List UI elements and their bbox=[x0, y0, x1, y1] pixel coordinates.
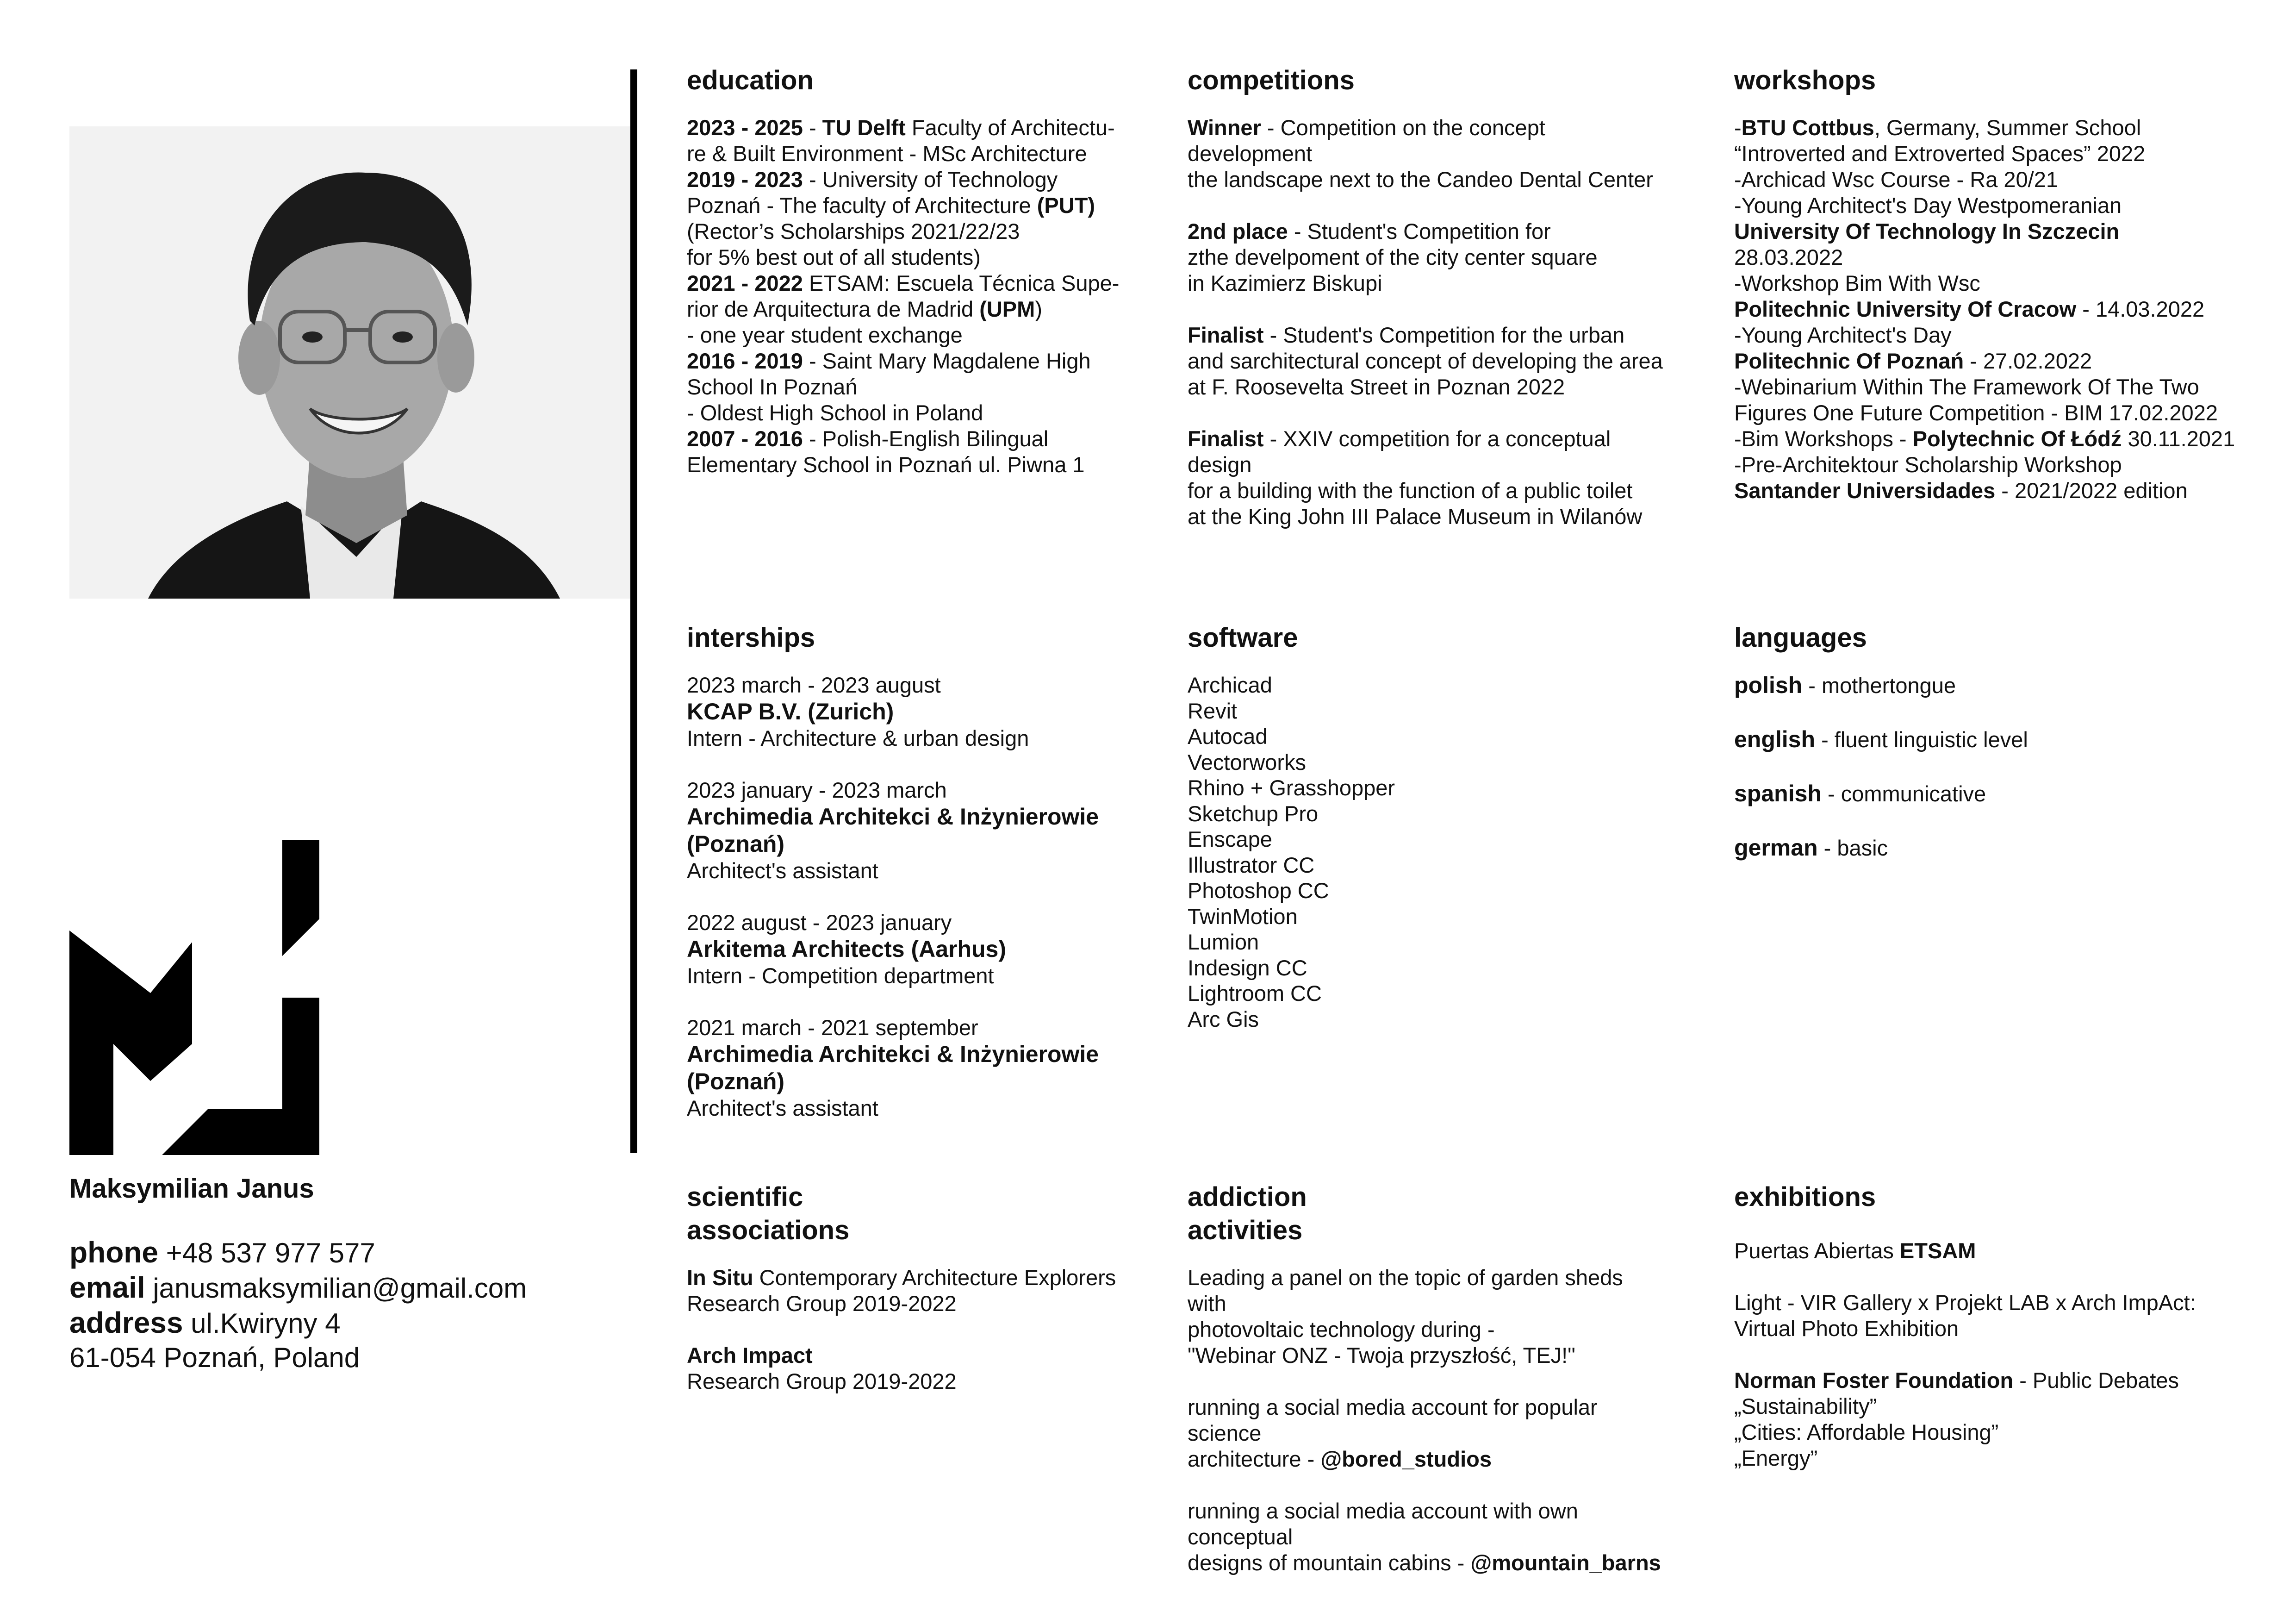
competition-text: - Student's Competition for zthe develpoment of the city center square in Kazimierz Biskupi bbox=[1188, 219, 1598, 295]
education-entry bbox=[687, 426, 1164, 478]
mj-monogram-icon bbox=[69, 840, 319, 1155]
competition-title: Finalist bbox=[1188, 426, 1264, 451]
software-item: Indesign CC bbox=[1188, 955, 1307, 980]
software-item: Revit bbox=[1188, 698, 1238, 723]
phone-label: phone bbox=[69, 1236, 158, 1269]
software-item: Photoshop CC bbox=[1188, 878, 1329, 903]
workshop-line bbox=[1734, 348, 2280, 374]
scientific-text: Contemporary Architecture Explorers Research Group 2019-2022 bbox=[687, 1265, 1116, 1316]
intership-company: KCAP B.V. (Zurich) bbox=[687, 699, 894, 725]
competition-title: Winner bbox=[1188, 115, 1261, 140]
email-line bbox=[69, 1270, 527, 1305]
education-years: 2016 - 2019 bbox=[687, 349, 803, 373]
software-item: Archicad bbox=[1188, 673, 1272, 697]
education-years: 2019 - 2023 bbox=[687, 167, 803, 192]
intership-company: Archimedia Architekci & Inżynierowie (Poznań) bbox=[687, 1041, 1099, 1094]
portrait-illustration bbox=[69, 126, 630, 599]
intership-entry bbox=[687, 777, 1164, 884]
software-item: Illustrator CC bbox=[1188, 852, 1315, 877]
software-item: TwinMotion bbox=[1188, 904, 1298, 929]
software-list bbox=[1188, 672, 1664, 1032]
intership-entry bbox=[687, 910, 1164, 989]
languages-section bbox=[1734, 621, 2211, 889]
intership-date: 2023 january - 2023 march bbox=[687, 778, 947, 802]
competition-title: Finalist bbox=[1188, 323, 1264, 347]
workshop-line bbox=[1734, 296, 2280, 322]
languages-list bbox=[1734, 672, 2211, 861]
software-section bbox=[1188, 621, 1664, 1032]
education-years: 2007 - 2016 bbox=[687, 426, 803, 451]
competition-entry bbox=[1188, 426, 1664, 530]
education-years: 2021 - 2022 bbox=[687, 271, 803, 295]
workshop-bold: University Of Technology In Szczecin bbox=[1734, 219, 2120, 244]
exhibition-text: Light - VIR Gallery x Projekt LAB x Arch ImpAct: Virtual Photo Exhibition bbox=[1734, 1290, 2196, 1341]
education-bold: (UPM bbox=[979, 297, 1035, 321]
education-heading: education bbox=[687, 65, 814, 95]
intership-date: 2023 march - 2023 august bbox=[687, 673, 941, 697]
workshop-text: “Introverted and Extroverted Spaces” 2022 bbox=[1734, 141, 2146, 166]
software-item: Autocad bbox=[1188, 724, 1268, 749]
workshop-bold: Politechnic Of Poznań bbox=[1734, 349, 1964, 373]
scientific-name: Arch Impact bbox=[687, 1343, 813, 1368]
language-level: - fluent linguistic level bbox=[1815, 727, 2028, 752]
workshop-bold: Santander Universidades bbox=[1734, 478, 1996, 503]
workshop-text: -Pre-Architektour Scholarship Workshop bbox=[1734, 452, 2122, 477]
addiction-heading: addiction activities bbox=[1188, 1182, 1307, 1245]
phone-line bbox=[69, 1235, 527, 1270]
intership-role: Intern - Architecture & urban design bbox=[687, 726, 1029, 750]
software-item: Vectorworks bbox=[1188, 750, 1306, 775]
intership-role: Architect's assistant bbox=[687, 858, 878, 883]
intership-role: Intern - Competition department bbox=[687, 963, 994, 988]
workshop-line bbox=[1734, 452, 2280, 478]
scientific-entry bbox=[687, 1343, 1164, 1394]
workshop-text: 30.11.2021 bbox=[2122, 426, 2235, 451]
exhibition-bold: ETSAM bbox=[1899, 1238, 1976, 1263]
workshop-text: -Workshop Bim With Wsc bbox=[1734, 271, 1980, 295]
competition-text: - Competition on the concept development the landscape next to the Candeo Dental Center bbox=[1188, 115, 1653, 192]
phone-value[interactable]: +48 537 977 577 bbox=[166, 1237, 375, 1268]
address-label: address bbox=[69, 1306, 183, 1339]
education-text: Faculty of Architectu- re & Built Environment - MSc Architecture bbox=[687, 115, 1115, 166]
workshop-bold: Polytechnic Of Łódź bbox=[1912, 426, 2122, 451]
contact-block bbox=[69, 1235, 527, 1375]
mj-monogram-logo bbox=[69, 840, 319, 1155]
address-line-2: 61-054 Poznań, Poland bbox=[69, 1342, 360, 1373]
workshop-text: -Bim Workshops - bbox=[1734, 426, 1913, 451]
software-item: Arc Gis bbox=[1188, 1006, 1259, 1031]
scientific-entry bbox=[687, 1265, 1164, 1317]
competition-title: 2nd place bbox=[1188, 219, 1288, 244]
education-years: 2023 - 2025 bbox=[687, 115, 803, 140]
address-line bbox=[69, 1305, 527, 1341]
workshop-bold: BTU Cottbus bbox=[1741, 115, 1874, 140]
language-name: spanish bbox=[1734, 781, 1822, 806]
language-name: german bbox=[1734, 835, 1818, 861]
workshop-text: - 14.03.2022 bbox=[2076, 297, 2205, 321]
software-item: Enscape bbox=[1188, 827, 1272, 851]
workshop-line bbox=[1734, 478, 2280, 504]
exhibition-after: - Public Debates „Sustainability” „Cities: Affordable Housing” „Energy” bbox=[1734, 1368, 2179, 1470]
exhibition-entry bbox=[1734, 1368, 2211, 1471]
education-school: TU Delft bbox=[822, 115, 906, 140]
address-value-1: ul.Kwiryny 4 bbox=[191, 1308, 341, 1339]
scientific-heading: scientific associations bbox=[687, 1182, 850, 1245]
workshop-line bbox=[1734, 374, 2280, 400]
software-item: Lumion bbox=[1188, 930, 1259, 954]
exhibitions-list bbox=[1734, 1238, 2211, 1471]
education-text: - Polish-English Bilingual Elementary School in Poznań ul. Piwna 1 bbox=[687, 426, 1085, 477]
language-level: - communicative bbox=[1821, 781, 1986, 806]
language-level: - basic bbox=[1817, 836, 1888, 860]
workshops-heading: workshops bbox=[1734, 65, 1876, 95]
workshop-line bbox=[1734, 141, 2280, 167]
activity-entry bbox=[1188, 1394, 1664, 1472]
intership-entry bbox=[687, 1015, 1164, 1121]
exhibition-bold: Norman Foster Foundation bbox=[1734, 1368, 2014, 1393]
intership-role: Architect's assistant bbox=[687, 1096, 878, 1120]
competition-text: - XXIV competition for a conceptual design for a building with the function of a public toilet at the King John III Palace Museum in Wilanów bbox=[1188, 426, 1643, 529]
education-sep: - bbox=[803, 115, 822, 140]
education-section bbox=[687, 64, 1164, 478]
scientific-list bbox=[687, 1265, 1164, 1394]
workshop-bold: Politechnic University Of Cracow bbox=[1734, 297, 2077, 321]
workshops-list bbox=[1734, 115, 2280, 504]
interships-section bbox=[687, 621, 1164, 1121]
workshop-line bbox=[1734, 167, 2280, 193]
education-text-2: (Rector’s Scholarships 2021/22/23 for 5% best out of all students) bbox=[687, 219, 1020, 269]
workshop-text: -Young Architect's Day bbox=[1734, 323, 1952, 347]
exhibitions-heading: exhibitions bbox=[1734, 1182, 1876, 1212]
exhibition-entry bbox=[1734, 1290, 2211, 1342]
interships-list bbox=[687, 672, 1164, 1121]
addiction-section bbox=[1188, 1181, 1664, 1576]
education-text: ETSAM: Escuela Técnica Supe- rior de Arquitectura de Madrid bbox=[687, 271, 1120, 321]
exhibition-entry bbox=[1734, 1238, 2211, 1264]
exhibition-text: Puertas Abiertas bbox=[1734, 1238, 1900, 1263]
workshop-line bbox=[1734, 270, 2280, 296]
addiction-list bbox=[1188, 1265, 1664, 1576]
intership-entry bbox=[687, 672, 1164, 751]
activity-entry bbox=[1188, 1265, 1664, 1368]
workshop-text: -Archicad Wsc Course - Ra 20/21 bbox=[1734, 167, 2059, 192]
activity-text: running a social media account with own conceptual designs of mountain cabins - bbox=[1188, 1499, 1578, 1575]
scientific-text: Research Group 2019-2022 bbox=[687, 1369, 957, 1393]
education-text: - Saint Mary Magdalene High School In Poznań - Oldest High School in Poland bbox=[687, 349, 1091, 425]
email-value[interactable]: janusmaksymilian@gmail.com bbox=[153, 1273, 527, 1304]
competitions-list bbox=[1188, 115, 1664, 530]
competition-text: - Student's Competition for the urban and sarchitectural concept of developing the area at F. Roosevelta Street in Poznan 2022 bbox=[1188, 323, 1663, 399]
email-label: email bbox=[69, 1271, 145, 1304]
software-heading: software bbox=[1188, 623, 1298, 653]
workshop-text: -Webinarium Within The Framework Of The Two bbox=[1734, 375, 2199, 399]
education-text-2: ) - one year student exchange bbox=[687, 297, 1042, 347]
vertical-divider bbox=[630, 69, 637, 1153]
language-name: polish bbox=[1734, 672, 1803, 698]
workshop-line bbox=[1734, 400, 2280, 426]
interships-heading: interships bbox=[687, 623, 815, 653]
languages-heading: languages bbox=[1734, 623, 1867, 653]
workshop-line bbox=[1734, 115, 2280, 141]
competition-entry bbox=[1188, 219, 1664, 296]
intership-date: 2022 august - 2023 january bbox=[687, 910, 952, 935]
workshop-text: , Germany, Summer School bbox=[1874, 115, 2141, 140]
scientific-section bbox=[687, 1181, 1164, 1394]
scientific-name: In Situ bbox=[687, 1265, 753, 1290]
education-bold: (PUT) bbox=[1037, 193, 1095, 218]
workshop-line bbox=[1734, 426, 2280, 452]
education-list bbox=[687, 115, 1164, 478]
language-item bbox=[1734, 726, 2211, 753]
education-entry bbox=[687, 270, 1164, 348]
intership-date: 2021 march - 2021 september bbox=[687, 1015, 978, 1040]
activity-handle[interactable]: @mountain_barns bbox=[1470, 1550, 1661, 1575]
language-item bbox=[1734, 835, 2211, 861]
competition-entry bbox=[1188, 322, 1664, 400]
exhibitions-section bbox=[1734, 1181, 2211, 1471]
workshops-section bbox=[1734, 64, 2280, 504]
activity-handle[interactable]: @bored_studios bbox=[1320, 1447, 1492, 1471]
workshop-text: - 2021/2022 edition bbox=[1995, 478, 2188, 503]
workshop-text: - 27.02.2022 bbox=[1964, 349, 2092, 373]
workshop-line bbox=[1734, 244, 2280, 270]
workshop-line bbox=[1734, 219, 2280, 244]
workshop-text: Figures One Future Competition - BIM 17.02.2022 bbox=[1734, 400, 2218, 425]
activity-text: Leading a panel on the topic of garden sheds with photovoltaic technology during - "Webinar ONZ - Twoja przyszłość, TEJ!" bbox=[1188, 1265, 1623, 1368]
competitions-heading: competitions bbox=[1188, 65, 1355, 95]
competitions-section bbox=[1188, 64, 1664, 530]
portrait-photo bbox=[69, 126, 630, 599]
language-name: english bbox=[1734, 726, 1816, 752]
workshop-text: 28.03.2022 bbox=[1734, 245, 1843, 269]
software-item: Lightroom CC bbox=[1188, 981, 1322, 1006]
education-entry bbox=[687, 167, 1164, 270]
language-item bbox=[1734, 672, 2211, 699]
education-entry bbox=[687, 348, 1164, 426]
workshop-line bbox=[1734, 193, 2280, 219]
person-name: Maksymilian Janus bbox=[69, 1174, 314, 1204]
intership-company: Archimedia Architekci & Inżynierowie (Poznań) bbox=[687, 804, 1099, 857]
activity-entry bbox=[1188, 1498, 1664, 1576]
workshop-text: - bbox=[1734, 115, 1742, 140]
workshop-text: -Young Architect's Day Westpomeranian bbox=[1734, 193, 2122, 218]
intership-company: Arkitema Architects (Aarhus) bbox=[687, 936, 1007, 962]
education-text: - University of Technology Poznań - The faculty of Architecture bbox=[687, 167, 1058, 218]
workshop-line bbox=[1734, 322, 2280, 348]
language-level: - mothertongue bbox=[1802, 673, 1956, 698]
activity-text: running a social media account for popular science architecture - bbox=[1188, 1395, 1598, 1471]
language-item bbox=[1734, 781, 2211, 807]
software-item: Rhino + Grasshopper bbox=[1188, 775, 1395, 800]
software-item: Sketchup Pro bbox=[1188, 801, 1319, 826]
education-entry bbox=[687, 115, 1164, 167]
competition-entry bbox=[1188, 115, 1664, 193]
